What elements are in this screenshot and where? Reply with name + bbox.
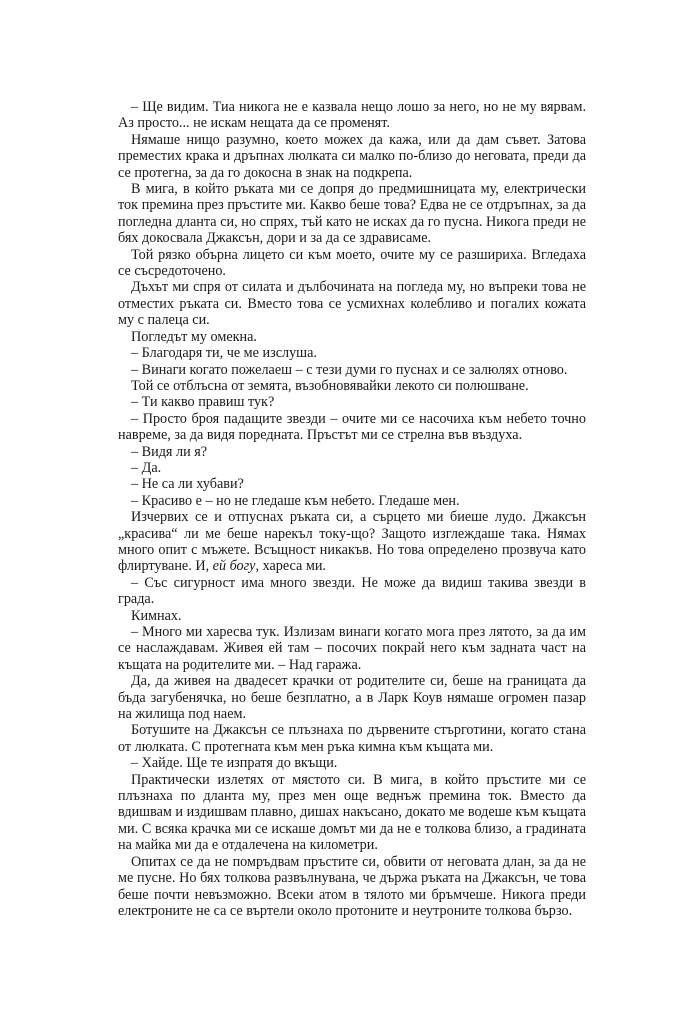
paragraph: – Със сигурност има много звезди. Не може да видиш такива звезди в града. <box>118 574 586 608</box>
italic-phrase: ей богу <box>212 558 256 575</box>
paragraph-text: , хареса ми. <box>255 558 326 575</box>
paragraph: – Благодаря ти, че ме изслуша. <box>131 345 317 362</box>
paragraph: Кимнах. <box>131 607 182 624</box>
body-text <box>118 99 586 919</box>
paragraph: Той рязко обърна лицето си към моето, очите му се разшириха. Вгледаха се съсредоточено. <box>118 246 586 280</box>
paragraph: Опитах се да не помръдвам пръстите си, обвити от неговата длан, за да не ме пусне. Но бях толкова развълнувана, че държа ръката на Джаксън, че това беше почти невъзможно. Всеки атом в тялото ми бръмчеше. Никога преди електроните не са се въртели около протоните и неутроните толкова бързо. <box>118 853 586 919</box>
paragraph: – Ще видим. Тиа никога не е казвала нещо лошо за него, но не му вярвам. Аз просто... не искам нещата да се променят. <box>118 99 586 132</box>
paragraph: Нямаше нищо разумно, което можех да кажа, или да дам съвет. Затова преместих крака и дръпнах люлката си малко по-близо до неговата, преди да се протегна, за да го докосна в знак на подкрепа. <box>118 131 586 181</box>
paragraph: – Хайде. Ще те изпратя до вкъщи. <box>131 755 338 772</box>
paragraph: – Не са ли хубави? <box>131 476 244 493</box>
paragraph: Погледът му омекна. <box>131 328 257 345</box>
paragraph: – Много ми харесва тук. Излизам винаги когато мога през лятото, за да им се наслаждавам. Живея ей там – посочих покрай него към задната част на къщата на родителите ми. – Над гаража. <box>118 624 586 673</box>
paragraph: – Да. <box>131 459 162 476</box>
paragraph: В мига, в който ръката ми се допря до предмишницата му, електрически ток премина през пръстите ми. Какво беше това? Едва не се отдръпнах, за да погледна дланта си, но спрях, тъй като не исках да го пусна. Никога преди не бях докосвала Джаксън, дори и за да се здрависаме. <box>118 181 586 247</box>
paragraph: Ботушите на Джаксън се плъзнаха по дървените стърготини, когато стана от люлката. С протегната към мен ръка кимна към къщата ми. <box>118 722 586 755</box>
paragraph-text: Изчервих се и отпуснах ръката си, а сърцето ми биеше лудо. Джаксън „красива“ ли ме беше нарекъл току-що? Защото изглеждаше така. Нямах много опит с мъжете. Всъщност никакъв. Но това определено прозвуча като флиртуване. И, <box>118 509 586 575</box>
paragraph: Дъхът ми спря от силата и дълбочината на погледа му, но въпреки това не отместих ръката си. Вместо това се усмихнах колебливо и погалих кожата му с палеца си. <box>118 279 586 329</box>
paragraph: – Видя ли я? <box>131 443 208 460</box>
paragraph: Той се отблъсна от земята, възобновявайки лекото си полюшване. <box>131 377 529 394</box>
paragraph <box>118 509 586 575</box>
paragraph: Да, да живея на двадесет крачки от родителите си, беше на границата да бъда загубенячка, но беше безплатно, а в Ларк Коув нямаше огромен пазар на жилища под наем. <box>118 673 586 723</box>
paragraph: Практически излетях от мястото си. В мига, в който пръстите ми се плъзнаха по дланта му, през мен още веднъж премина ток. Вместо да вдишвам и издишвам плавно, дишах накъсано, докато ме водеше към къщата ми. С всяка крачка ми се искаше домът ми да не е толкова близо, а градината на майка ми да е отдалечена на километри. <box>118 771 586 854</box>
paragraph: – Красиво е – но не гледаше към небето. Гледаше мен. <box>131 492 460 509</box>
paragraph: – Просто броя падащите звезди – очите ми се насочиха към небето точно навреме, за да видя поредната. Пръстът ми се стрелна във въздуха. <box>118 410 586 444</box>
paragraph: – Ти какво правиш тук? <box>131 394 275 411</box>
paragraph: – Винаги когато пожелаеш – с тези думи го пуснах и се залюлях отново. <box>131 361 568 378</box>
